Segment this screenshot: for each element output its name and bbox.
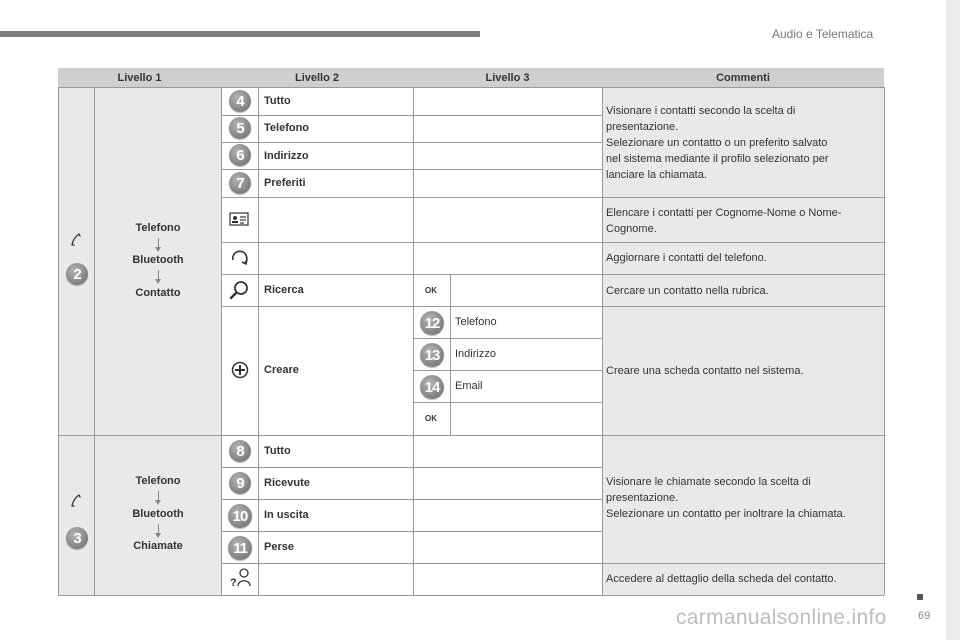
page-number: 69: [918, 610, 931, 622]
option-creare: Creare: [264, 364, 299, 376]
path-chiamate: Chiamate: [133, 540, 183, 552]
search-icon: [229, 279, 251, 301]
option-tutto: Tutto: [264, 445, 291, 457]
step-badge-7: 7: [229, 172, 251, 194]
step-badge-11: 11: [228, 536, 252, 560]
create-telefono: Telefono: [455, 316, 497, 328]
page-marker: [917, 594, 923, 600]
path-contatto: Contatto: [135, 287, 181, 299]
svg-text:?: ?: [230, 577, 237, 589]
path-telefono: Telefono: [135, 222, 181, 234]
step-badge-5: 5: [229, 117, 251, 139]
create-comment: Creare una scheda contatto nel sistema.: [606, 365, 804, 377]
details-comment: Accedere al dettaglio della scheda del contatto.: [606, 573, 837, 585]
ok-label: OK: [425, 414, 437, 423]
header-level-2: Livello 2: [221, 68, 413, 87]
option-ricevute: Ricevute: [264, 477, 310, 489]
ok-label: OK: [425, 286, 437, 295]
step-badge-6: 6: [229, 144, 251, 166]
step-badge-9: 9: [229, 472, 251, 494]
calls-comment: Visionare le chiamate secondo la scelta di presentazione. Selezionare un contatto per inoltrare la chiamata.: [606, 476, 846, 520]
step-badge-8: 8: [229, 440, 251, 462]
step-badge-14: 14: [420, 375, 444, 399]
option-perse: Perse: [264, 541, 294, 553]
header-level-1: Livello 1: [58, 68, 221, 87]
step-badge-12: 12: [420, 311, 444, 335]
step-badge-3: 3: [66, 527, 88, 549]
step-badge-2: 2: [66, 263, 88, 285]
watermark: carmanualsonline.info: [676, 606, 887, 629]
path-bluetooth: Bluetooth: [132, 254, 184, 266]
contact-card-icon: [229, 211, 249, 227]
option-indirizzo: Indirizzo: [264, 150, 309, 162]
option-in-uscita: In uscita: [264, 509, 309, 521]
display-comment: Visionare i contatti secondo la scelta di presentazione. Selezionare un contatto o un preferito salvato nel sistema mediante il profilo selezionato per lanciare la chiamata.: [606, 105, 829, 181]
step-badge-4: 4: [229, 90, 251, 112]
page-header-title: Audio e Telematica: [772, 27, 874, 41]
add-circle-icon: [231, 361, 249, 379]
refresh-icon: [229, 248, 251, 268]
option-ricerca: Ricerca: [264, 284, 304, 296]
step-badge-13: 13: [420, 343, 444, 367]
down-arrow-icon: [158, 238, 159, 249]
header-comments: Commenti: [602, 68, 884, 87]
option-tutto: Tutto: [264, 95, 291, 107]
create-indirizzo: Indirizzo: [455, 348, 496, 360]
refresh-comment: Aggiornare i contatti del telefono.: [606, 252, 767, 264]
create-email: Email: [455, 380, 483, 392]
down-arrow-icon: [158, 491, 159, 502]
path-bluetooth: Bluetooth: [132, 508, 184, 520]
option-preferiti: Preferiti: [264, 177, 306, 189]
phone-handset-icon: [70, 233, 82, 247]
contact-details-icon: [229, 566, 253, 590]
phone-handset-icon: [70, 494, 82, 508]
header-level-3: Livello 3: [413, 68, 602, 87]
option-telefono: Telefono: [264, 122, 310, 134]
sort-comment: Elencare i contatti per Cognome-Nome o Nome- Cognome.: [606, 207, 842, 235]
down-arrow-icon: [158, 270, 159, 281]
step-badge-10: 10: [228, 504, 252, 528]
search-comment: Cercare un contatto nella rubrica.: [606, 285, 769, 297]
down-arrow-icon: [158, 524, 159, 535]
path-telefono: Telefono: [135, 475, 181, 487]
